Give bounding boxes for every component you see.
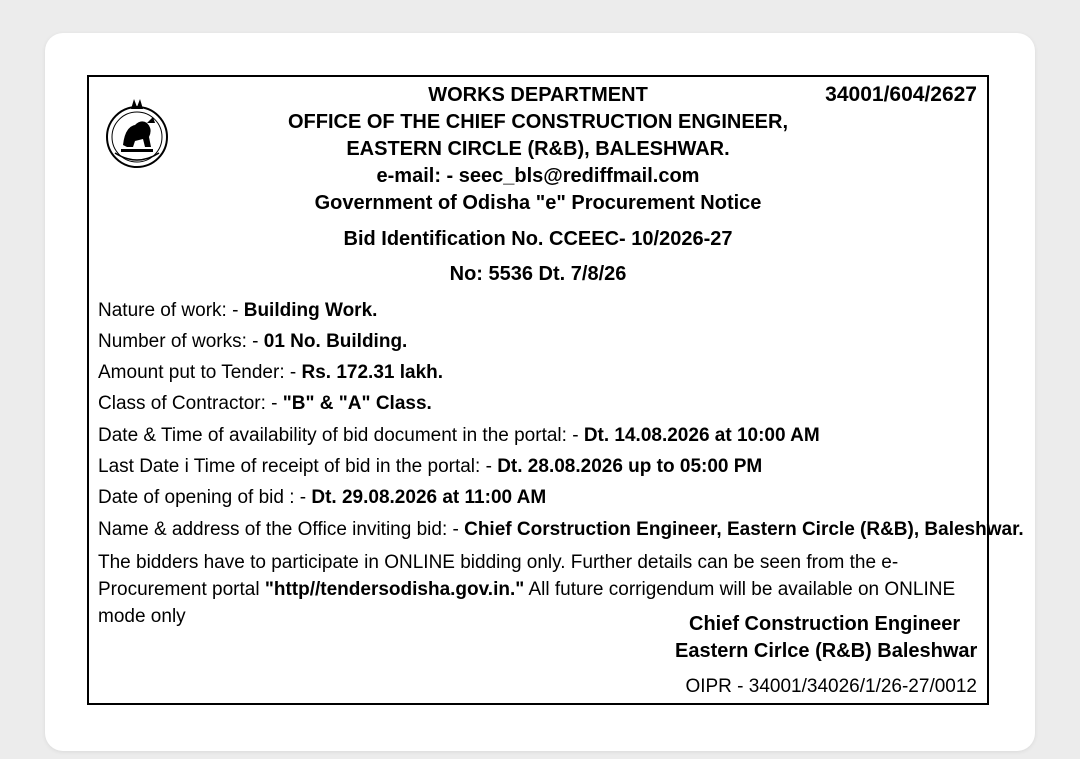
circle-title: EASTERN CIRCLE (R&B), BALESHWAR.: [346, 138, 730, 160]
detail-row: Amount put to Tender: - Rs. 172.31 lakh.: [98, 362, 444, 383]
office-title: OFFICE OF THE CHIEF CONSTRUCTION ENGINEER,: [287, 111, 788, 133]
detail-row: Name & address of the Office inviting bid: - Chief Corstruction Engineer, Eastern Circle (R&B), Baleshwar.: [98, 519, 1024, 540]
notice-title: Government of Odisha "e" Procurement Notice: [314, 192, 762, 214]
reference-number: 34001/604/2627: [825, 83, 977, 106]
detail-row: Date of opening of bid : - Dt. 29.08.2026 at 11:00 AM: [98, 487, 547, 508]
detail-row: Nature of work: - Building Work.: [98, 300, 378, 321]
oipr-number: OIPR - 34001/34026/1/26-27/0012: [685, 676, 977, 697]
email-line: e-mail: - seec_bls@rediffmail.com: [376, 165, 700, 187]
signatory-office: Eastern Cirlce (R&B) Baleshwar: [675, 640, 978, 662]
tender-notice: [87, 75, 1024, 705]
notice-number-date: No: 5536 Dt. 7/8/26: [449, 263, 627, 285]
detail-row: Number of works: - 01 No. Building.: [98, 331, 408, 352]
signatory-title: Chief Construction Engineer: [689, 613, 961, 635]
bid-identification: Bid Identification No. CCEEC- 10/2026-27: [343, 228, 733, 250]
department-title: WORKS DEPARTMENT: [428, 84, 648, 106]
portal-link: "http//tendersodisha.gov.in.": [264, 579, 525, 600]
detail-row: Date & Time of availability of bid document in the portal: - Dt. 14.08.2026 at 10:00 AM: [98, 425, 820, 446]
detail-row: Class of Contractor: - "B" & "A" Class.: [98, 393, 432, 414]
bidding-instructions: The bidders have to participate in ONLINE bidding only. Further details can be seen from the e-Procurement portal "http//tendersodisha.gov.in." All future corrigendum will be available on ONLINE mode only: [98, 552, 956, 627]
detail-row: Last Date i Time of receipt of bid in the portal: - Dt. 28.08.2026 up to 05:00 PM: [98, 456, 763, 477]
